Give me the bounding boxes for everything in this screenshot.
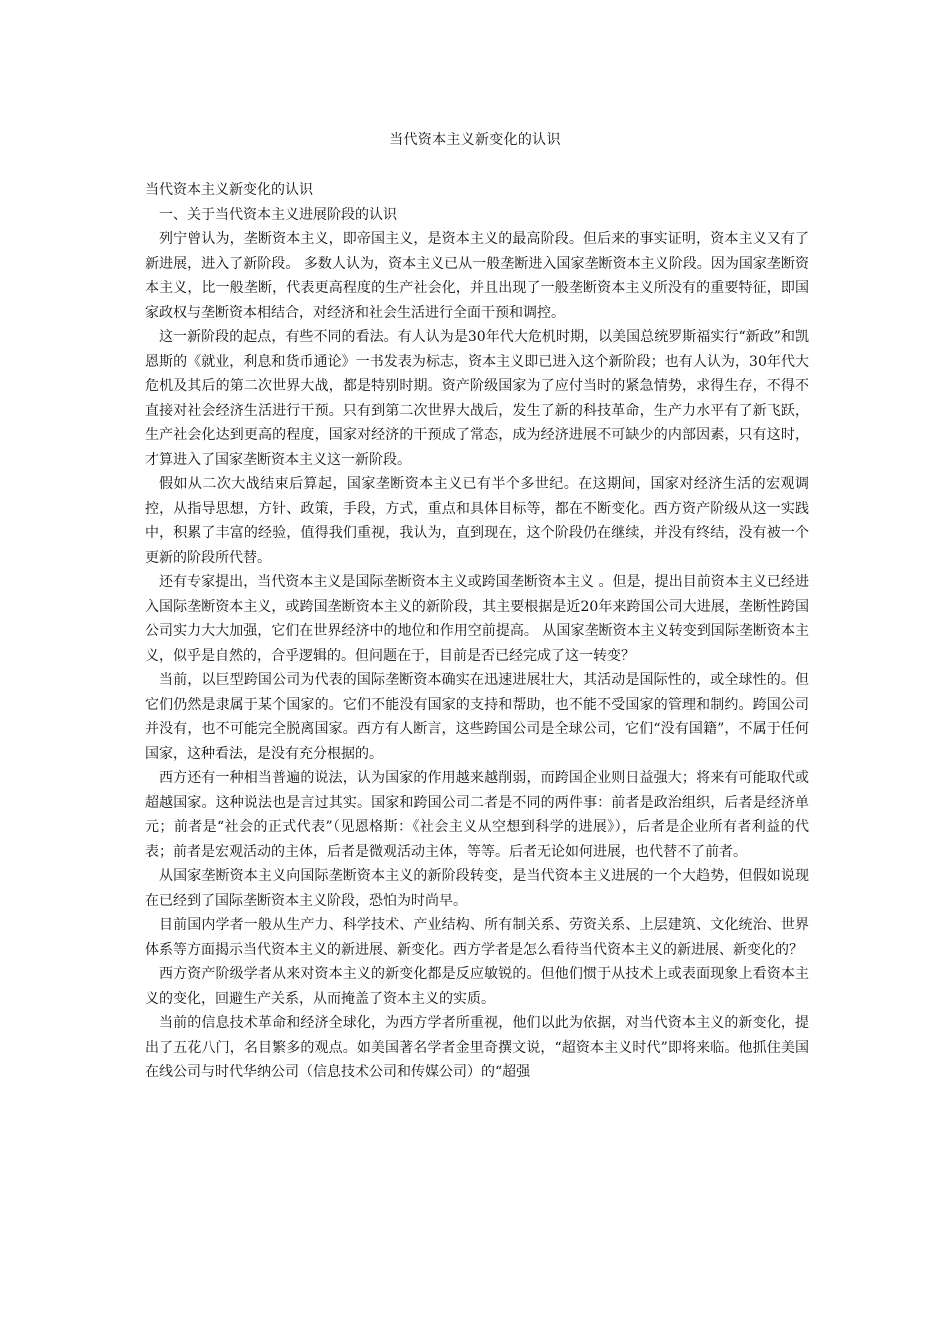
paragraph: 西方还有一种相当普遍的说法，认为国家的作用越来越削弱，而跨国企业则日益强大；将来有可能取代或超越国家。这种说法也是言过其实。国家和跨国公司二者是不同的两件事：前者是政治组织，后者是经济单元；前者是“社会的正式代表”（见恩格斯：《社会主义从空想到科学的进展》），后者是企业所有者利益的代表；前者是宏观活动的主体，后者是微观活动主体，等等。后者无论如何进展，也代替不了前者。 xyxy=(145,770,809,860)
body-heading: 当代资本主义新变化的认识 xyxy=(145,182,313,198)
paragraph: 当前，以巨型跨国公司为代表的国际垄断资本确实在迅速进展壮大，其活动是国际性的，或全球性的。但它们仍然是隶属于某个国家的。它们不能没有国家的支持和帮助，也不能不受国家的管理和制约。跨国公司并没有，也不可能完全脱离国家。西方有人断言，这些跨国公司是全球公司，它们“没有国籍”，不属于任何国家，这种看法，是没有充分根据的。 xyxy=(145,672,809,762)
paragraph: 目前国内学者一般从生产力、科学技术、产业结构、所有制关系、劳资关系、上层建筑、文化统治、世界体系等方面揭示当代资本主义的新进展、新变化。西方学者是怎么看待当代资本主义的新进展、新变化的？ xyxy=(145,917,809,958)
section-title: 一、关于当代资本主义进展阶段的认识 xyxy=(159,206,397,223)
paragraph: 从国家垄断资本主义向国际垄断资本主义的新阶段转变，是当代资本主义进展的一个大趋势，但假如说现在已经到了国际垄断资本主义阶段，恐怕为时尚早。 xyxy=(145,868,809,909)
document-body xyxy=(145,178,809,1085)
paragraph: 这一新阶段的起点，有些不同的看法。有人认为是30年代大危机时期，以美国总统罗斯福实行“新政”和凯恩斯的《就业，利息和货币通论》一书发表为标志，资本主义即已进入这个新阶段；也有人认为，30年代大危机及其后的第二次世界大战，都是特别时期。资产阶级国家为了应付当时的紧急情势，求得生存，不得不直接对社会经济生活进行干预。只有到第二次世界大战后，发生了新的科技革命，生产力水平有了新飞跃，生产社会化达到更高的程度，国家对经济的干预成了常态，成为经济进展不可缺少的内部因素，只有这时，才算进入了国家垄断资本主义这一新阶段。 xyxy=(145,329,809,468)
document-title: 当代资本主义新变化的认识 xyxy=(389,132,561,148)
paragraph: 西方资产阶级学者从来对资本主义的新变化都是反应敏锐的。但他们惯于从技术上或表面现象上看资本主义的变化，回避生产关系，从而掩盖了资本主义的实质。 xyxy=(145,966,809,1007)
paragraph: 假如从二次大战结束后算起，国家垄断资本主义已有半个多世纪。在这期间，国家对经济生活的宏观调控，从指导思想，方针、政策，手段，方式，重点和具体目标等，都在不断变化。西方资产阶级从这一实践中，积累了丰富的经验，值得我们重视，我认为，直到现在，这个阶段仍在继续，并没有终结，没有被一个更新的阶段所代替。 xyxy=(145,476,809,566)
paragraph: 还有专家提出，当代资本主义是国际垄断资本主义或跨国垄断资本主义 。但是，提出目前资本主义已经进入国际垄断资本主义，或跨国垄断资本主义的新阶段，其主要根据是近20年来跨国公司大进展，垄断性跨国公司实力大大加强，它们在世界经济中的地位和作用空前提高。 从国家垄断资本主义转变到国际垄断资本主义，似乎是自然的，合乎逻辑的。但问题在于，目前是否已经完成了这一转变？ xyxy=(145,574,809,664)
paragraph: 当前的信息技术革命和经济全球化，为西方学者所重视，他们以此为依据，对当代资本主义的新变化，提出了五花八门，名目繁多的观点。如美国著名学者金里奇撰文说，“超资本主义时代”即将来临。他抓住美国在线公司与时代华纳公司（信息技术公司和传媒公司）的“超强 xyxy=(145,1015,809,1080)
paragraph: 列宁曾认为，垄断资本主义，即帝国主义，是资本主义的最高阶段。但后来的事实证明，资本主义又有了新进展，进入了新阶段。 多数人认为，资本主义已从一般垄断进入国家垄断资本主义阶段。因为国家垄断资本主义，比一般垄断，代表更高程度的生产社会化，并且出现了一般垄断资本主义所没有的重要特征，即国家政权与垄断资本相结合，对经济和社会生活进行全面干预和调控。 xyxy=(145,231,809,321)
